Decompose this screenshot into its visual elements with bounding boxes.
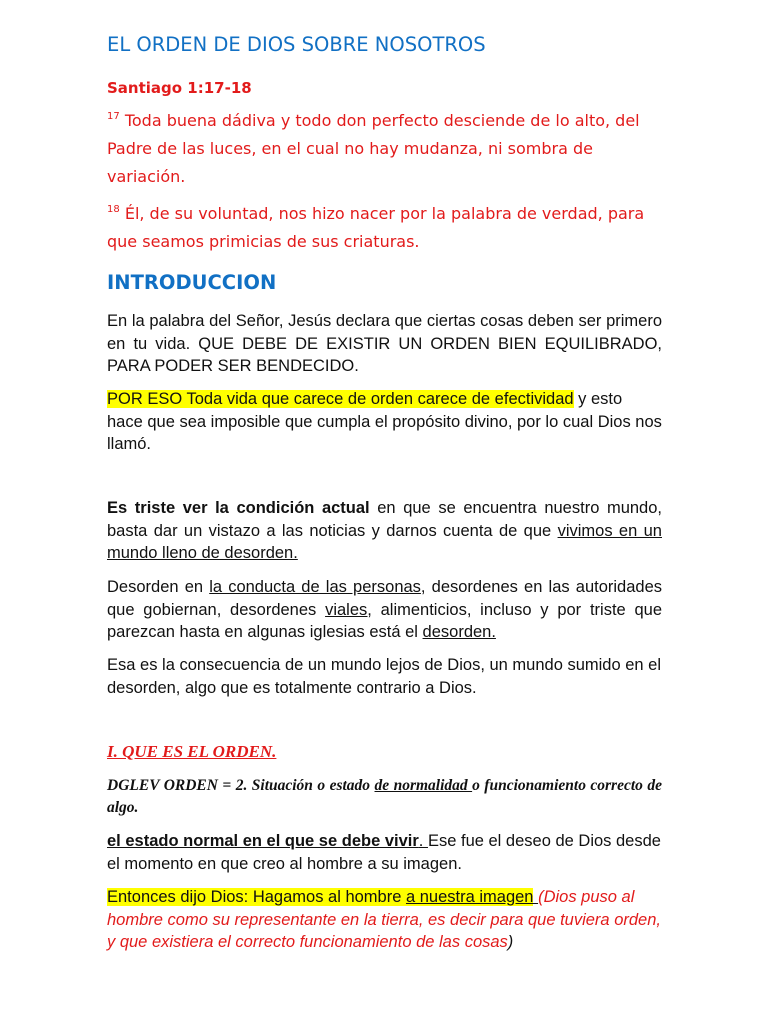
underlined-text: la conducta de las personas: [209, 578, 421, 596]
underlined-text: vivimos en un mundo lleno de desorden.: [107, 521, 662, 562]
paragraph-text: alimenticios, incluso y por triste que parezcan hasta en algunas iglesias está el: [107, 600, 662, 641]
disorder-paragraph: [107, 576, 662, 644]
paragraph-text: ): [507, 933, 514, 951]
paragraph-text: y esto hace que sea imposible que cumpla el propósito divino, por lo cual Dios nos llamó.: [107, 390, 662, 453]
paragraph-text: en que se encuentra nuestro mundo, basta dar un vistazo a las noticias y darnos cuenta de que: [107, 499, 662, 540]
intro-paragraph: En la palabra del Señor, Jesús declara que ciertas cosas deben ser primero en tu vida. QUE DEBE DE EXISTIR UN ORDEN BIEN EQUILIBRADO, PARA PODER SER BENDECIDO.: [107, 312, 662, 375]
highlighted-text: POR ESO Toda vida que carece de orden carece de efectividad: [107, 390, 574, 408]
verse-text: Toda buena dádiva y todo don perfecto desciende de lo alto, del Padre de las luces, en el cual no hay mudanza, ni sombra de variación.: [107, 111, 640, 186]
paragraph-text: , desordenes en las autoridades que gobiernan, desordenes: [107, 578, 662, 619]
intro-heading: INTRODUCCION: [107, 271, 277, 294]
paragraph-text: Desorden en: [107, 578, 210, 596]
red-italic-text: (Dios puso al hombre como su representante en la tierra, es decir para que tuviera orden, y que existiera el correcto funcionamiento de las cosas: [107, 888, 661, 951]
effectiveness-paragraph: [107, 388, 662, 456]
bold-underlined-text: el estado normal en el que se debe vivir: [107, 832, 419, 850]
underlined-text: de normalidad: [374, 777, 473, 794]
normal-state-paragraph: [107, 830, 662, 875]
verse-text: Él, de su voluntad, nos hizo nacer por la palabra de verdad, para que seamos primicias de sus criaturas.: [107, 204, 645, 251]
image-of-god-paragraph: [107, 886, 662, 954]
definition-text: DGLEV ORDEN = 2. Situación o estado: [107, 777, 375, 794]
verse-17: [107, 107, 662, 191]
definition-text: o funcionamiento correcto de algo.: [107, 777, 662, 816]
paragraph-text: Ese fue el deseo de Dios desde el momento en que creo al hombre a su imagen.: [107, 832, 661, 873]
scripture-reference: Santiago 1:17-18: [107, 79, 252, 97]
document-title: EL ORDEN DE DIOS SOBRE NOSOTROS: [107, 33, 486, 56]
highlighted-text: Entonces dijo Dios: Hagamos al hombre: [107, 888, 406, 906]
verse-18: [107, 200, 662, 256]
highlighted-underlined-text: a nuestra imagen: [405, 888, 534, 906]
underlined-text: viales,: [325, 600, 372, 619]
verse-number: 18: [107, 204, 120, 215]
underlined-text: desorden.: [422, 623, 496, 641]
consequence-paragraph: Esa es la consecuencia de un mundo lejos de Dios, un mundo sumido en el desorden, algo que es totalmente contrario a Dios.: [107, 656, 662, 697]
section-heading-orden: I. QUE ES EL ORDEN.: [107, 742, 277, 761]
verse-number: 17: [107, 111, 120, 122]
underlined-text: .: [418, 832, 428, 850]
bold-text: Es triste ver la condición actual: [107, 499, 370, 517]
definition-paragraph: [107, 775, 662, 819]
world-condition-paragraph: [107, 497, 662, 565]
